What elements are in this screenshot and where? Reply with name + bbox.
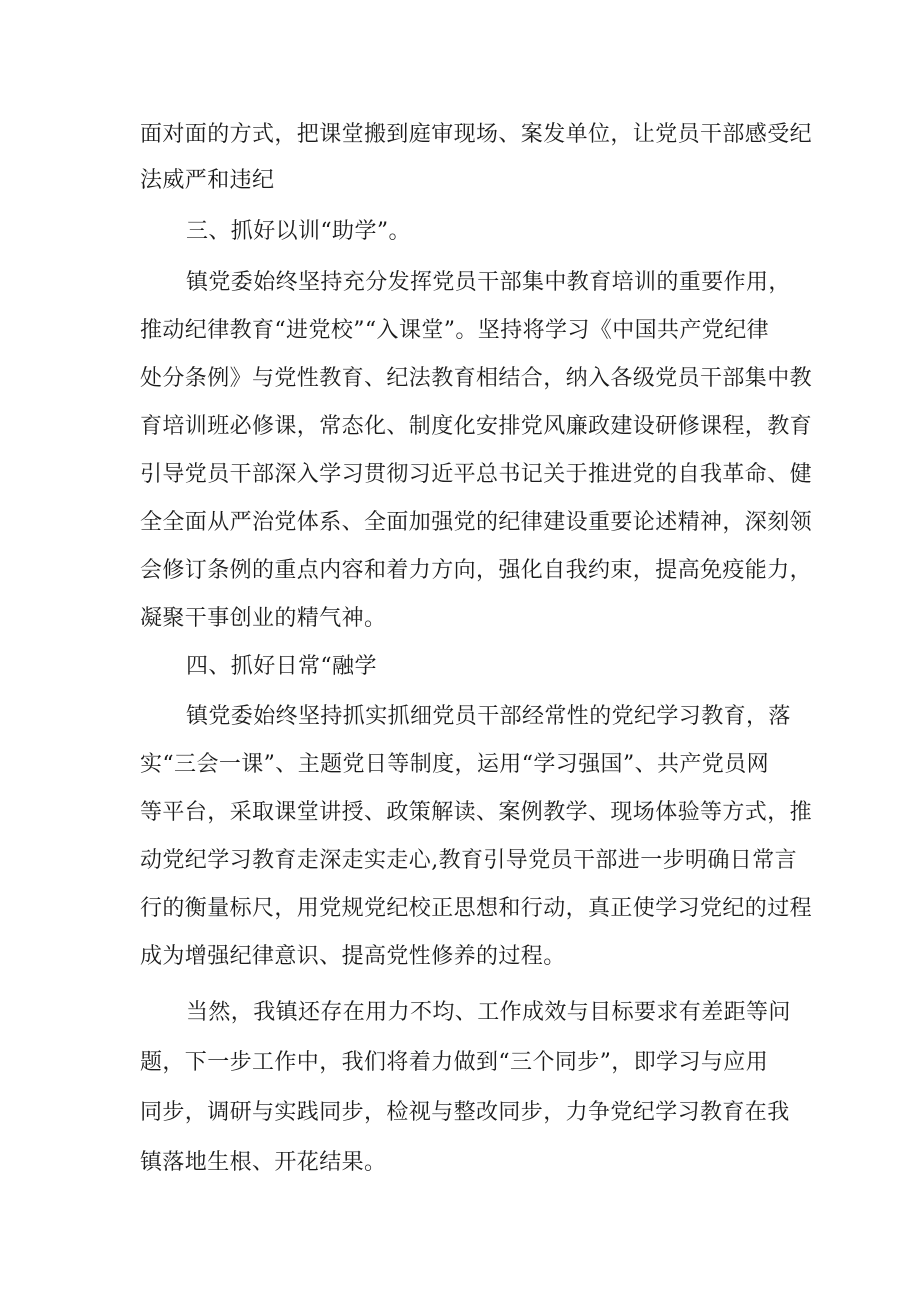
paragraph-line: 动党纪学习教育走深走实走心,教育引导党员干部进一步明确日常言 bbox=[140, 848, 797, 873]
paragraph-line: 推动纪律教育“进党校”“入课堂”。坚持将学习《中国共产党纪律 bbox=[140, 318, 769, 343]
paragraph-line: 题，下一步工作中，我们将着力做到“三个同步”，即学习与应用 bbox=[140, 1050, 769, 1075]
paragraph-line: 同步，调研与实践同步，检视与整改同步，力争党纪学习教育在我 bbox=[140, 1100, 790, 1125]
paragraph-line: 镇落地生根、开花结果。 bbox=[140, 1150, 387, 1175]
paragraph-line: 镇党委始终坚持抓实抓细党员干部经常性的党纪学习教育，落 bbox=[186, 704, 791, 729]
paragraph-line: 引导党员干部深入学习贯彻习近平总书记关于推进党的自我革命、健 bbox=[140, 462, 813, 487]
paragraph-line: 实“三会一课”、主题党日等制度，运用“学习强国”、共产党员网 bbox=[140, 752, 769, 777]
paragraph-line: 法威严和违纪 bbox=[140, 168, 275, 193]
paragraph-line: 处分条例》与党性教育、纪法教育相结合，纳入各级党员干部集中教 bbox=[140, 366, 813, 391]
paragraph-line: 镇党委始终坚持充分发挥党员干部集中教育培训的重要作用， bbox=[186, 270, 791, 295]
paragraph-line: 面对面的方式，把课堂搬到庭审现场、案发单位，让党员干部感受纪 bbox=[140, 122, 813, 147]
section-heading-3: 三、抓好以训“助学”。 bbox=[186, 219, 411, 244]
paragraph-line: 成为增强纪律意识、提高党性修养的过程。 bbox=[140, 944, 566, 969]
section-heading-4: 四、抓好日常“融学 bbox=[186, 654, 377, 679]
paragraph-line: 行的衡量标尺，用党规党纪校正思想和行动，真正使学习党纪的过程 bbox=[140, 896, 813, 921]
paragraph-line: 全全面从严治党体系、全面加强党的纪律建设重要论述精神，深刻领 bbox=[140, 510, 813, 535]
paragraph-line: 当然，我镇还存在用力不均、工作成效与目标要求有差距等问 bbox=[186, 1000, 791, 1025]
paragraph-line: 凝聚干事创业的精气神。 bbox=[140, 606, 387, 631]
paragraph-line: 等平台，采取课堂讲授、政策解读、案例教学、现场体验等方式，推 bbox=[140, 800, 813, 825]
paragraph-line: 育培训班必修课，常态化、制度化安排党风廉政建设研修课程，教育 bbox=[140, 414, 813, 439]
paragraph-line: 会修订条例的重点内容和着力方向，强化自我约束，提高免疫能力， bbox=[140, 558, 813, 583]
